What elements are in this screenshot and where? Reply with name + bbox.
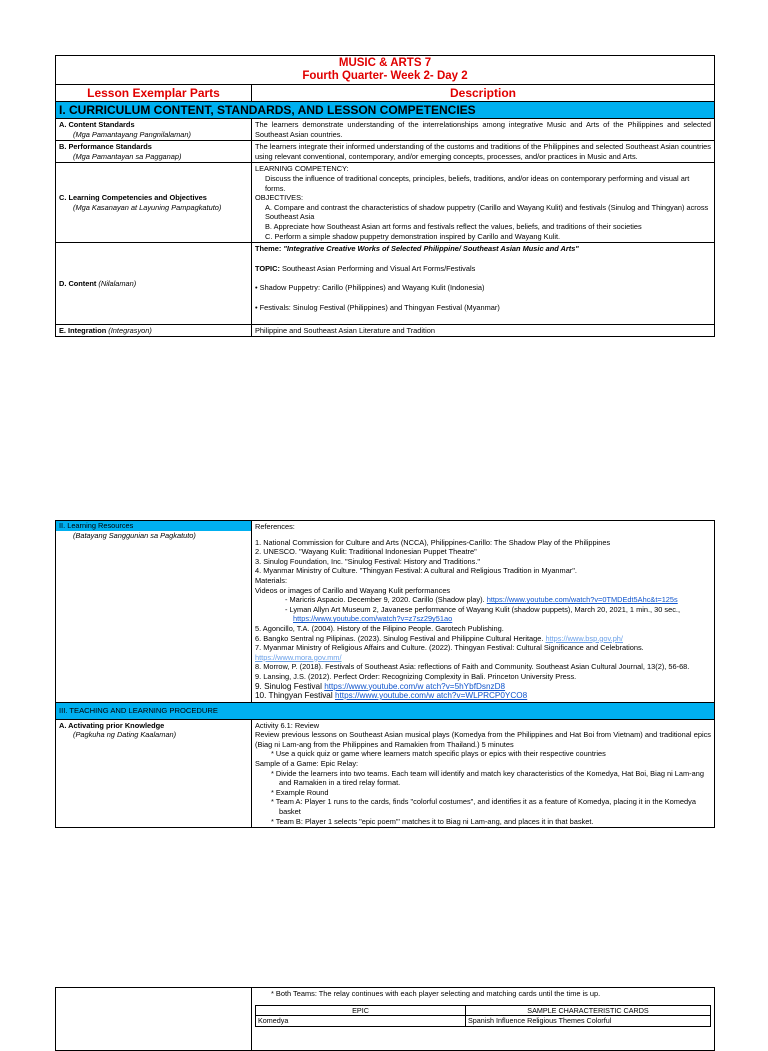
content-desc: Theme: "Integrative Creative Works of Selected Philippine/ Southeast Asian Music and Arts" TOPIC: Southeast Asian Performing and Visual Art Forms/Festivals • Shadow Puppetry: Carillo (Philippines) and Wayang Kulit (Indonesia) • Festivals: Sinulog Festival (Philippines) and Thingyan Festival (Myanmar)	[252, 243, 715, 324]
sinulog-video-link[interactable]: https://www.youtube.com/w atch?v=5hYbfDsnzD8	[324, 681, 506, 691]
content-label: D. Content (Nilalaman)	[56, 243, 252, 324]
section-heading-curriculum: I. CURRICULUM CONTENT, STANDARDS, AND LESSON COMPETENCIES	[56, 102, 715, 119]
continuation-empty-cell	[56, 988, 252, 1051]
section-heading-procedure: III. TEACHING AND LEARNING PROCEDURE	[56, 702, 715, 719]
table-row-cards: Spanish Influence Religious Themes Colorful	[466, 1016, 711, 1027]
content-standards-desc: The learners demonstrate understanding of the interrelationships among integrative Music and Arts of the Philippines and selected Southeast Asian countries.	[252, 119, 715, 141]
characteristic-cards-table	[255, 1005, 711, 1027]
carillo-video-link[interactable]: https://www.youtube.com/watch?v=0TMDEdt5Ahc&t=125s	[486, 595, 678, 605]
mora-link[interactable]: https://www.mora.gov.mm/	[255, 652, 342, 662]
activating-prior-knowledge-desc: Activity 6.1: Review Review previous lessons on Southeast Asian musical plays (Komedya from the Philippines and Hat Boi from Vietnam) and traditional epics (Biag ni Lam-ang from the Philippines and Ramakien from Thailand.) 5 minutes * Use a quick quiz or game where learners match specific plays or epics with their respective countries Sample of a Game: Epic Relay: * Divide the learners into two teams. Each team will identify and match key characteristics of the Komedya, Hat Boi, Biag ni Lam-ang and Ramakien in a tired relay format. * Example Round * Team A: Player 1 runs to the cards, finds "colorful costumes", and identifies it as a feature of Komedya, placing it in the Komedya basket * Team B: Player 1 selects "epic poem"' matches it to Biag ni Lam-ang, and places it in that basket.	[252, 719, 715, 828]
competencies-label: C. Learning Competencies and Objectives (Mga Kasanayan at Layuning Pampagkatuto)	[56, 163, 252, 243]
activating-prior-knowledge-label: A. Activating prior Knowledge (Pagkuha ng Dating Kaalaman)	[56, 719, 252, 828]
wayang-kulit-video-link[interactable]: https://www.youtube.com/watch?v=z7sz29y51ao	[293, 614, 453, 624]
learning-resources-label: II. Learning Resources (Batayang Sanggunian sa Pagkatuto)	[56, 521, 252, 703]
performance-standards-label: B. Performance Standards (Mga Pamantayan sa Pagganap)	[56, 141, 252, 163]
epic-header: EPIC	[256, 1005, 466, 1016]
lesson-title: MUSIC & ARTS 7	[338, 57, 432, 69]
table-row-epic: Komedya	[256, 1016, 466, 1027]
cards-header: SAMPLE CHARACTERISTIC CARDS	[466, 1005, 711, 1016]
integration-desc: Philippine and Southeast Asian Literature and Tradition	[252, 324, 715, 337]
learning-resources-desc: References: 1. National Commission for Culture and Arts (NCCA), Philippines-Carillo: The Shadow Play of the Philippines 2. UNESCO. "Wayang Kulit: Traditional Indonesian Puppet Theatre" 3. Sinulog Foundation, Inc. "Sinulog Festival: History and Traditions." 4. Myanmar Ministry of Culture. "Thingyan Festival: A cultural and Religious Tradition in Myanmar". Materials: Videos or images of Carillo and Wayang Kulit performances - Maricris Aspacio. December 9, 2020. Carillo (Shadow play). https://www.youtube.com/watch?v=0TMDEdt5Ahc&t=125s - Lyman Allyn Art Museum 2, Javanese performance of Wayang Kulit (shadow puppets), March 20, 2021, 1 min., 30 sec., https://www.youtube.com/watch?v=z7sz29y51ao 5. Agoncillo, T.A. (2004). History of the Filipino People. Garotech Publishing. 6. Bangko Sentral ng Pilipinas. (2023). Sinulog Festival and Philippine Cultural Heritage. https://www.bsp.gov.ph/ 7. Myanmar Ministry of Religious Affairs and Culture. (2022). Thingyan Festival: Cultural Significance and Celebrations. https://www.mora.gov.mm/ 8. Morrow, P. (2018). Festivals of Southeast Asia: reflections of Faith and Community. Southeast Asian Cultural Journal, 13(2), 56-68. 9. Lansing, J.S. (2012). Perfect Order: Recognizing Complexity in Bali. Princeton University Press. 9. Sinulog Festival https://www.youtube.com/w atch?v=5hYbfDsnzD8 10. Thingyan Festival https://www.youtube.com/w atch?v=WLPRCP0YCO8	[252, 521, 715, 703]
lesson-subtitle: Fourth Quarter- Week 2- Day 2	[302, 70, 468, 82]
resources-procedure-table	[55, 520, 715, 828]
content-standards-label: A. Content Standards (Mga Pamantayang Pangnilalaman)	[56, 119, 252, 141]
performance-standards-desc: The learners integrate their informed understanding of the customs and traditions of the Philippines and selected Southeast Asian countries using relevant conventional, contemporary, and/or emerging concepts, processes, and/or practices in Music and Arts.	[252, 141, 715, 163]
thingyan-video-link[interactable]: https://www.youtube.com/w atch?v=WLPRCP0YCO8	[334, 691, 528, 701]
integration-label: E. Integration (Integrasyon)	[56, 324, 252, 337]
lesson-title-cell	[56, 56, 715, 85]
column-header-description: Description	[252, 85, 715, 102]
column-header-parts: Lesson Exemplar Parts	[56, 85, 252, 102]
curriculum-table	[55, 55, 715, 337]
competencies-desc: LEARNING COMPETENCY: Discuss the influence of traditional concepts, principles, beliefs, traditions, and/or ideas on contemporary performing and visual art forms. OBJECTIVES: A. Compare and contrast the characteristics of shadow puppetry (Carillo and Wayang Kulit) and festivals (Sinulog and Thingyan) across Southeast Asia B. Appreciate how Southeast Asian art forms and festivals reflect the values, beliefs, and traditions of their societies C. Perform a simple shadow puppetry demonstration inspired by Carillo and Wayang Kulit.	[252, 163, 715, 243]
continuation-desc: * Both Teams: The relay continues with each player selecting and matching cards until the time is up. EPIC SAMPLE CHARACTERISTIC CARDS Komedya Spanish Influence Religious Themes Colorful	[252, 988, 715, 1051]
continuation-table	[55, 987, 715, 1051]
bsp-link[interactable]: https://www.bsp.gov.ph/	[545, 633, 623, 643]
